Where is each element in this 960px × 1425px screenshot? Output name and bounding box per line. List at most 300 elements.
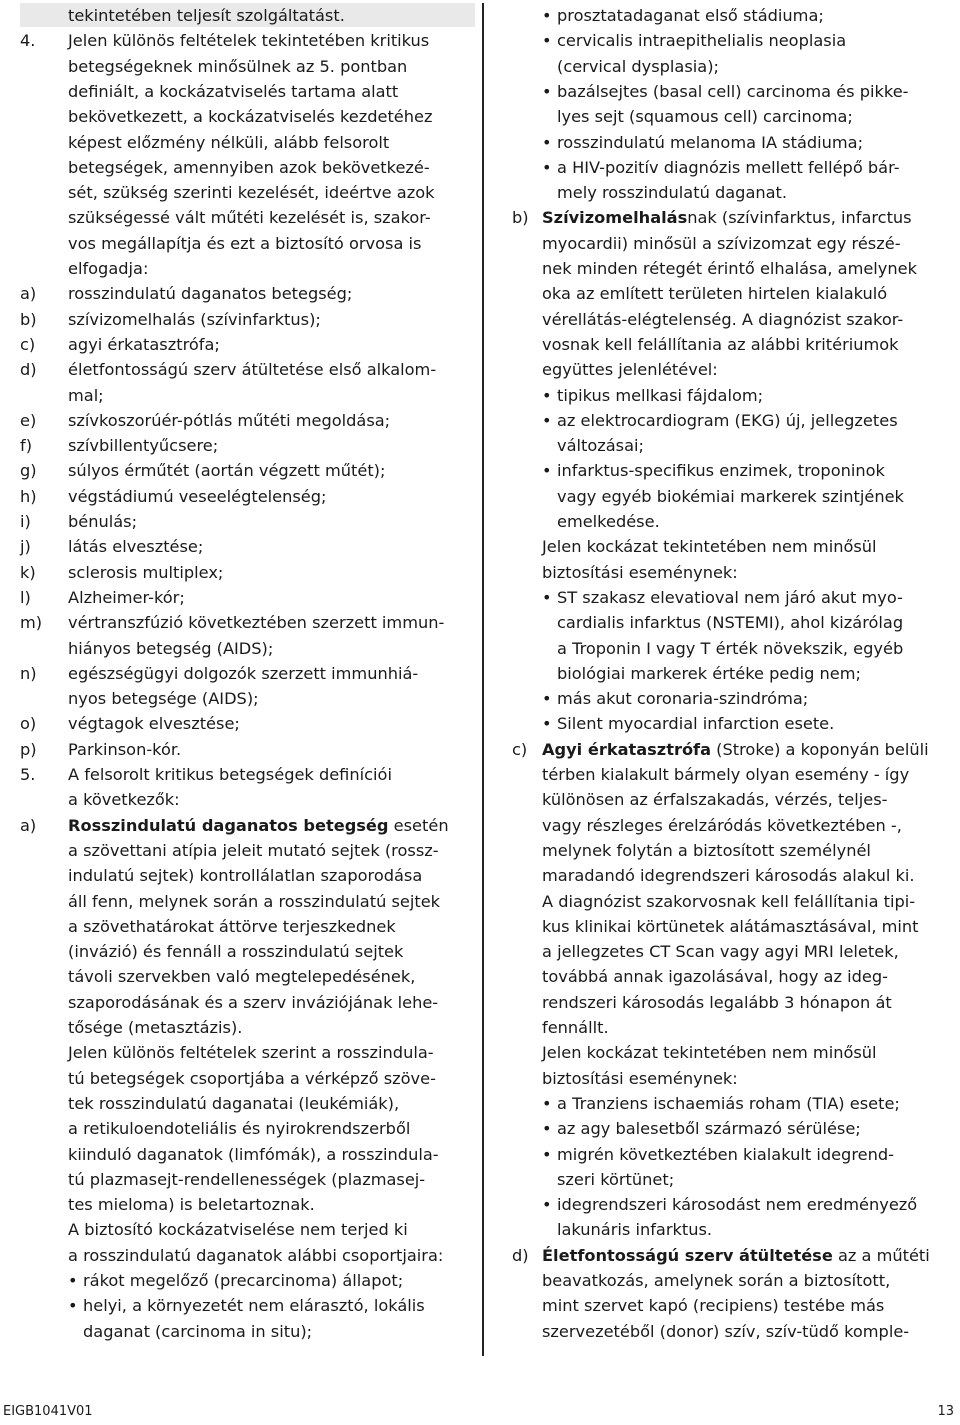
line-content: képest előzmény nélküli, alább felsorolt [68, 132, 390, 152]
text-line [512, 585, 957, 610]
line-content: elfogadja: [68, 259, 149, 278]
defined-term: Rosszindulatú daganatos betegség [68, 815, 389, 835]
line-text [83, 1319, 312, 1344]
line-text [68, 54, 407, 79]
line-content: a rosszindulatú daganatok alábbi csoportjaira: [68, 1245, 444, 1265]
line-text [68, 3, 345, 28]
text-line [512, 458, 957, 483]
line-content: életfontosságú szerv átültetése első alkalom- [68, 360, 437, 380]
line-content: definiált, a kockázatviselés tartama alatt [68, 81, 399, 101]
list-marker: g) [20, 461, 37, 481]
line-content: Silent myocardial infarction esete. [557, 714, 835, 734]
line-text [557, 1142, 894, 1167]
line-text [542, 1243, 930, 1268]
bullet-icon: • [542, 1119, 552, 1139]
line-content: távoli szervekben való megtelepedésének, [68, 967, 416, 987]
line-content: indulatú sejtek) kontrollálatlan szaporodása [68, 866, 423, 886]
line-text [68, 28, 429, 53]
list-marker: 5. [20, 765, 36, 784]
line-text [68, 256, 148, 281]
line-content: térben kialakult bármely olyan esemény - így [542, 765, 910, 784]
text-line [20, 104, 475, 129]
line-content: melynek folytán a biztosított személynél [542, 840, 871, 860]
text-line [20, 661, 475, 686]
text-line [512, 509, 957, 534]
line-text [542, 863, 915, 888]
list-marker: k) [20, 562, 36, 582]
line-text [557, 1167, 674, 1192]
list-marker: n) [20, 663, 37, 683]
line-text [68, 1040, 434, 1065]
line-text [542, 357, 718, 382]
line-content: a HIV-pozitív diagnózis mellett fellépő bár- [557, 157, 900, 177]
column-divider [482, 3, 484, 1356]
text-line [512, 1091, 957, 1116]
line-text [68, 610, 444, 635]
text-line [20, 1319, 475, 1344]
line-content: különösen az érfalszakadás, vérzés, teljes- [542, 790, 888, 810]
text-line [20, 509, 475, 534]
text-line [20, 281, 475, 306]
list-marker: o) [20, 714, 37, 734]
line-text [68, 1243, 443, 1268]
text-line [20, 813, 475, 838]
line-text [557, 610, 903, 635]
text-line [20, 383, 475, 408]
list-marker: e) [20, 410, 37, 430]
text-line [20, 1243, 475, 1268]
line-content: sét, szükség szerinti kezelését, ideértve azok [68, 183, 435, 203]
bullet-icon: • [542, 385, 552, 405]
line-content: helyi, a környezetét nem elárasztó, lokális [83, 1296, 425, 1316]
line-text [68, 762, 392, 787]
line-text [68, 1217, 408, 1242]
line-text [68, 560, 223, 585]
line-text [68, 130, 389, 155]
line-content: a szövettani atípia jeleit mutató sejtek (rossz- [68, 840, 439, 860]
line-text [542, 964, 888, 989]
bullet-icon: • [542, 714, 552, 734]
line-text [557, 104, 853, 129]
line-text [68, 534, 203, 559]
line-content: a retikuloendoteliális és nyirokrendszerből [68, 1119, 411, 1139]
text-line [512, 560, 957, 585]
text-line [512, 307, 957, 332]
text-line [512, 1293, 957, 1318]
text-line [20, 914, 475, 939]
line-text [557, 155, 900, 180]
list-marker: a) [20, 815, 37, 835]
text-line [20, 1116, 475, 1141]
line-content: vos megállapítja és ezt a biztosító orvosa is [68, 233, 422, 253]
line-content: szívbillentyűcsere; [68, 436, 219, 456]
line-content: biológiai markerek értéke pedig nem; [557, 663, 861, 683]
text-line [20, 180, 475, 205]
text-line [512, 1217, 957, 1242]
line-content: rosszindulatú daganatos betegség; [68, 284, 353, 304]
line-text [68, 205, 431, 230]
line-text [557, 79, 909, 104]
line-content: kiinduló daganatok (limfómák), a rosszindula- [68, 1144, 439, 1164]
line-text [68, 332, 220, 357]
list-marker: f) [20, 436, 33, 456]
line-text [542, 762, 909, 787]
line-content: A felsorolt kritikus betegségek definíciói [68, 765, 392, 784]
line-text [542, 281, 887, 306]
line-content: tes mieloma) is beletartoznak. [68, 1195, 315, 1215]
line-content: vagy egyéb biokémiai markerek szintjének [557, 486, 904, 506]
text-line [20, 28, 475, 53]
text-line [20, 964, 475, 989]
text-line [512, 762, 957, 787]
line-text [557, 433, 644, 458]
line-content: Jelen különös feltételek tekintetében kritikus [68, 31, 430, 51]
line-text [68, 838, 439, 863]
text-line [20, 307, 475, 332]
bullet-icon: • [542, 1093, 552, 1113]
list-marker: b) [20, 309, 37, 329]
line-text [557, 661, 861, 686]
text-line [512, 1243, 957, 1268]
line-content: más akut coronaria-szindróma; [557, 689, 809, 709]
bullet-icon: • [542, 132, 552, 152]
line-content: tú plazmasejt-rendellenességek (plazmasej- [68, 1169, 426, 1189]
line-text [557, 383, 763, 408]
line-text [68, 155, 430, 180]
line-content: hiányos betegség (AIDS); [68, 638, 274, 658]
line-content: mely rosszindulatú daganat. [557, 183, 788, 203]
line-content: emelkedése. [557, 512, 660, 531]
list-marker: p) [20, 739, 37, 759]
text-line [512, 484, 957, 509]
line-content: cervicalis intraepithelialis neoplasia [557, 31, 847, 51]
bullet-icon: • [542, 689, 552, 709]
text-line [512, 636, 957, 661]
line-content: vértranszfúzió következtében szerzett immun- [68, 613, 445, 633]
line-content: a szövethatárokat áttörve terjeszkednek [68, 916, 396, 936]
line-text [557, 1217, 712, 1242]
text-line [20, 939, 475, 964]
line-text [68, 737, 181, 762]
line-text [542, 838, 871, 863]
text-line [512, 130, 957, 155]
line-content: kus klinikai körtünetek alátámasztásával, mint [542, 916, 919, 936]
line-content: tekintetében teljesít szolgáltatást. [68, 6, 345, 25]
line-content: cardialis infarktus (NSTEMI), ahol kizárólag [557, 613, 904, 633]
line-content: migrén következtében kialakult idegrend- [557, 1144, 894, 1164]
text-line [20, 838, 475, 863]
line-content: prosztatadaganat első stádiuma; [557, 6, 824, 25]
line-content: maradandó idegrendszeri károsodás alakul ki. [542, 866, 915, 886]
text-line [20, 484, 475, 509]
text-line [20, 408, 475, 433]
bullet-icon: • [542, 587, 552, 607]
line-text [557, 686, 808, 711]
line-text [557, 180, 787, 205]
line-content: Parkinson-kór. [68, 739, 182, 759]
line-content: sclerosis multiplex; [68, 562, 224, 582]
line-text [542, 737, 929, 762]
bullet-icon: • [542, 81, 552, 101]
text-line [512, 686, 957, 711]
line-content: Alzheimer-kór; [68, 587, 185, 607]
line-text [557, 130, 863, 155]
line-content: Jelen kockázat tekintetében nem minősül [542, 537, 877, 557]
text-line [20, 711, 475, 736]
line-text [542, 813, 902, 838]
text-line [20, 787, 475, 812]
line-content: nek minden rétegét érintő elhalása, amelynek [542, 259, 917, 278]
text-line [20, 332, 475, 357]
list-marker: c) [512, 739, 528, 759]
line-text [542, 1319, 909, 1344]
text-line [512, 28, 957, 53]
text-line [512, 3, 957, 28]
text-line [20, 560, 475, 585]
line-content: Jelen különös feltételek szerint a rosszindula- [68, 1043, 434, 1063]
line-text [68, 484, 327, 509]
text-line [20, 1167, 475, 1192]
line-text [68, 1066, 436, 1091]
line-text [68, 585, 185, 610]
line-text [557, 636, 903, 661]
text-line [512, 1040, 957, 1065]
line-content: mint szervet kapó (recipiens) testébe más [542, 1296, 885, 1316]
line-text [68, 661, 418, 686]
text-line [512, 534, 957, 559]
bullet-icon: • [542, 31, 552, 51]
text-line [512, 889, 957, 914]
line-content: nyos betegsége (AIDS); [68, 689, 259, 709]
text-line [512, 155, 957, 180]
line-content: tősége (metasztázis). [68, 1018, 243, 1037]
text-line [20, 610, 475, 635]
line-content: fennállt. [542, 1018, 609, 1037]
line-text [68, 79, 398, 104]
line-content: rosszindulatú melanoma IA stádiuma; [557, 132, 864, 152]
line-text [542, 1268, 890, 1293]
line-content: tek rosszindulatú daganatai (leukémiák), [68, 1093, 400, 1113]
list-marker: d) [512, 1245, 529, 1265]
text-line [20, 1268, 475, 1293]
bullet-icon: • [68, 1296, 78, 1316]
text-line [20, 79, 475, 104]
text-line [512, 1066, 957, 1091]
list-marker: l) [20, 587, 31, 607]
line-content: változásai; [557, 436, 644, 456]
text-line [512, 939, 957, 964]
line-content: daganat (carcinoma in situ); [83, 1321, 313, 1341]
line-text [68, 1167, 425, 1192]
bullet-icon: • [68, 1271, 78, 1290]
line-text [68, 433, 218, 458]
line-text [68, 408, 390, 433]
line-text [542, 914, 919, 939]
line-text [542, 939, 899, 964]
text-line [512, 1192, 957, 1217]
list-marker: j) [20, 537, 31, 557]
line-content: szívizomelhalás (szívinfarktus); [68, 309, 321, 329]
line-content: vosnak kell felállítania az alábbi kritériumok [542, 334, 899, 354]
line-content: vérellátás-elégtelenség. A diagnózist szakor- [542, 309, 904, 329]
text-line [20, 762, 475, 787]
line-text [68, 964, 415, 989]
line-content: lyes sejt (squamous cell) carcinoma; [557, 107, 853, 127]
text-line [512, 383, 957, 408]
text-line [512, 737, 957, 762]
bullet-icon: • [542, 1144, 552, 1164]
list-marker: c) [20, 334, 36, 354]
line-content: infarktus-specifikus enzimek, troponinok [557, 461, 885, 481]
line-text [68, 813, 449, 838]
line-text [557, 484, 904, 509]
line-content: vagy részleges érelzáródás következtében -, [542, 815, 902, 835]
list-marker: a) [20, 284, 37, 304]
line-text [557, 1091, 900, 1116]
line-content: bekövetkezett, a kockázatviselés kezdetéhez [68, 107, 433, 127]
text-line [512, 990, 957, 1015]
line-text [68, 636, 273, 661]
text-line [512, 711, 957, 736]
line-text [68, 686, 259, 711]
line-content: végtagok elvesztése; [68, 714, 240, 734]
text-line [20, 130, 475, 155]
line-text [68, 1015, 242, 1040]
line-text [557, 509, 660, 534]
defined-term: Agyi érkatasztrófa [542, 739, 712, 759]
text-line [20, 990, 475, 1015]
line-text [83, 1268, 403, 1293]
list-marker: b) [512, 208, 529, 228]
line-text [557, 711, 834, 736]
line-content: nak (szívinfarktus, infarctus [687, 208, 912, 228]
bullet-icon: • [542, 6, 552, 25]
line-text [83, 1293, 425, 1318]
text-line [512, 205, 957, 230]
text-line [20, 1142, 475, 1167]
text-line [512, 433, 957, 458]
text-line [20, 1293, 475, 1318]
line-content: myocardii) minősül a szívizomzat egy részé- [542, 233, 901, 253]
line-text [68, 104, 432, 129]
defined-term: Életfontosságú szerv átültetése [542, 1245, 833, 1265]
text-line [512, 914, 957, 939]
text-line [512, 863, 957, 888]
line-text [557, 54, 719, 79]
line-content: A biztosító kockázatviselése nem terjed ki [68, 1220, 408, 1240]
line-content: rákot megelőző (precarcinoma) állapot; [83, 1271, 404, 1290]
line-content: rendszeri károsodás legalább 3 hónapon át [542, 992, 892, 1012]
line-content: bénulás; [68, 512, 138, 531]
text-line [512, 408, 957, 433]
page-number: 13 [937, 1404, 954, 1419]
line-text [68, 914, 396, 939]
text-line [20, 863, 475, 888]
text-line [512, 813, 957, 838]
text-line [20, 231, 475, 256]
line-text [68, 307, 321, 332]
line-content: szükségessé vált műtéti kezelését is, szakor- [68, 208, 431, 228]
text-line [20, 458, 475, 483]
text-line [20, 1217, 475, 1242]
bullet-icon: • [542, 1195, 552, 1215]
line-text [68, 990, 438, 1015]
bullet-icon: • [542, 461, 552, 481]
line-text [542, 205, 912, 230]
list-marker: d) [20, 360, 37, 380]
text-line [512, 1167, 957, 1192]
line-content: (cervical dysplasia); [557, 56, 719, 76]
line-content: szívkoszorúér-pótlás műtéti megoldása; [68, 410, 391, 430]
text-line [512, 104, 957, 129]
list-marker: 4. [20, 31, 36, 51]
line-text [557, 3, 824, 28]
text-line [20, 433, 475, 458]
defined-term: Szívizomelhalás [542, 208, 688, 228]
line-content: szaporodásának és a szerv inváziójának lehe- [68, 992, 439, 1012]
line-content: ST szakasz elevatioval nem járó akut myo- [557, 587, 903, 607]
line-text [542, 534, 877, 559]
line-text [68, 939, 403, 964]
text-line [512, 1268, 957, 1293]
line-content: mal; [68, 385, 104, 405]
line-text [68, 711, 240, 736]
text-line [512, 787, 957, 812]
line-content: a következők: [68, 790, 180, 810]
text-line [512, 231, 957, 256]
line-text [542, 1066, 738, 1091]
line-content: betegségek, amennyiben azok bekövetkezé- [68, 157, 430, 177]
text-line [20, 737, 475, 762]
text-line [512, 256, 957, 281]
bullet-icon: • [542, 410, 552, 430]
line-text [68, 1091, 399, 1116]
line-content: a Troponin I vagy T érték növekszik, egyéb [557, 638, 904, 658]
line-content: (Stroke) a koponyán belüli [711, 739, 929, 759]
line-content: szervezetéből (donor) szív, szív-tüdő komple- [542, 1321, 910, 1341]
text-line [20, 1091, 475, 1116]
list-marker: h) [20, 486, 37, 506]
text-line [20, 256, 475, 281]
line-text [68, 509, 137, 534]
text-line [20, 357, 475, 382]
line-content: bazálsejtes (basal cell) carcinoma és pikke- [557, 81, 909, 101]
text-line [512, 281, 957, 306]
line-content: beavatkozás, amelynek során a biztosított, [542, 1271, 891, 1290]
text-line [512, 180, 957, 205]
text-line [20, 585, 475, 610]
line-content: végstádiumú veseelégtelenség; [68, 486, 327, 506]
line-text [68, 180, 434, 205]
text-line [20, 534, 475, 559]
line-text [68, 787, 180, 812]
text-line [512, 838, 957, 863]
line-text [542, 256, 917, 281]
text-line [512, 332, 957, 357]
text-line [20, 3, 475, 28]
list-marker: i) [20, 512, 31, 531]
line-content: az elektrocardiogram (EKG) új, jellegzetes [557, 410, 898, 430]
line-text [557, 1116, 861, 1141]
line-text [542, 307, 903, 332]
line-text [557, 585, 903, 610]
line-text [68, 357, 436, 382]
line-text [542, 560, 738, 585]
line-text [68, 863, 422, 888]
line-content: agyi érkatasztrófa; [68, 334, 220, 354]
text-line [20, 1015, 475, 1040]
text-line [512, 1142, 957, 1167]
